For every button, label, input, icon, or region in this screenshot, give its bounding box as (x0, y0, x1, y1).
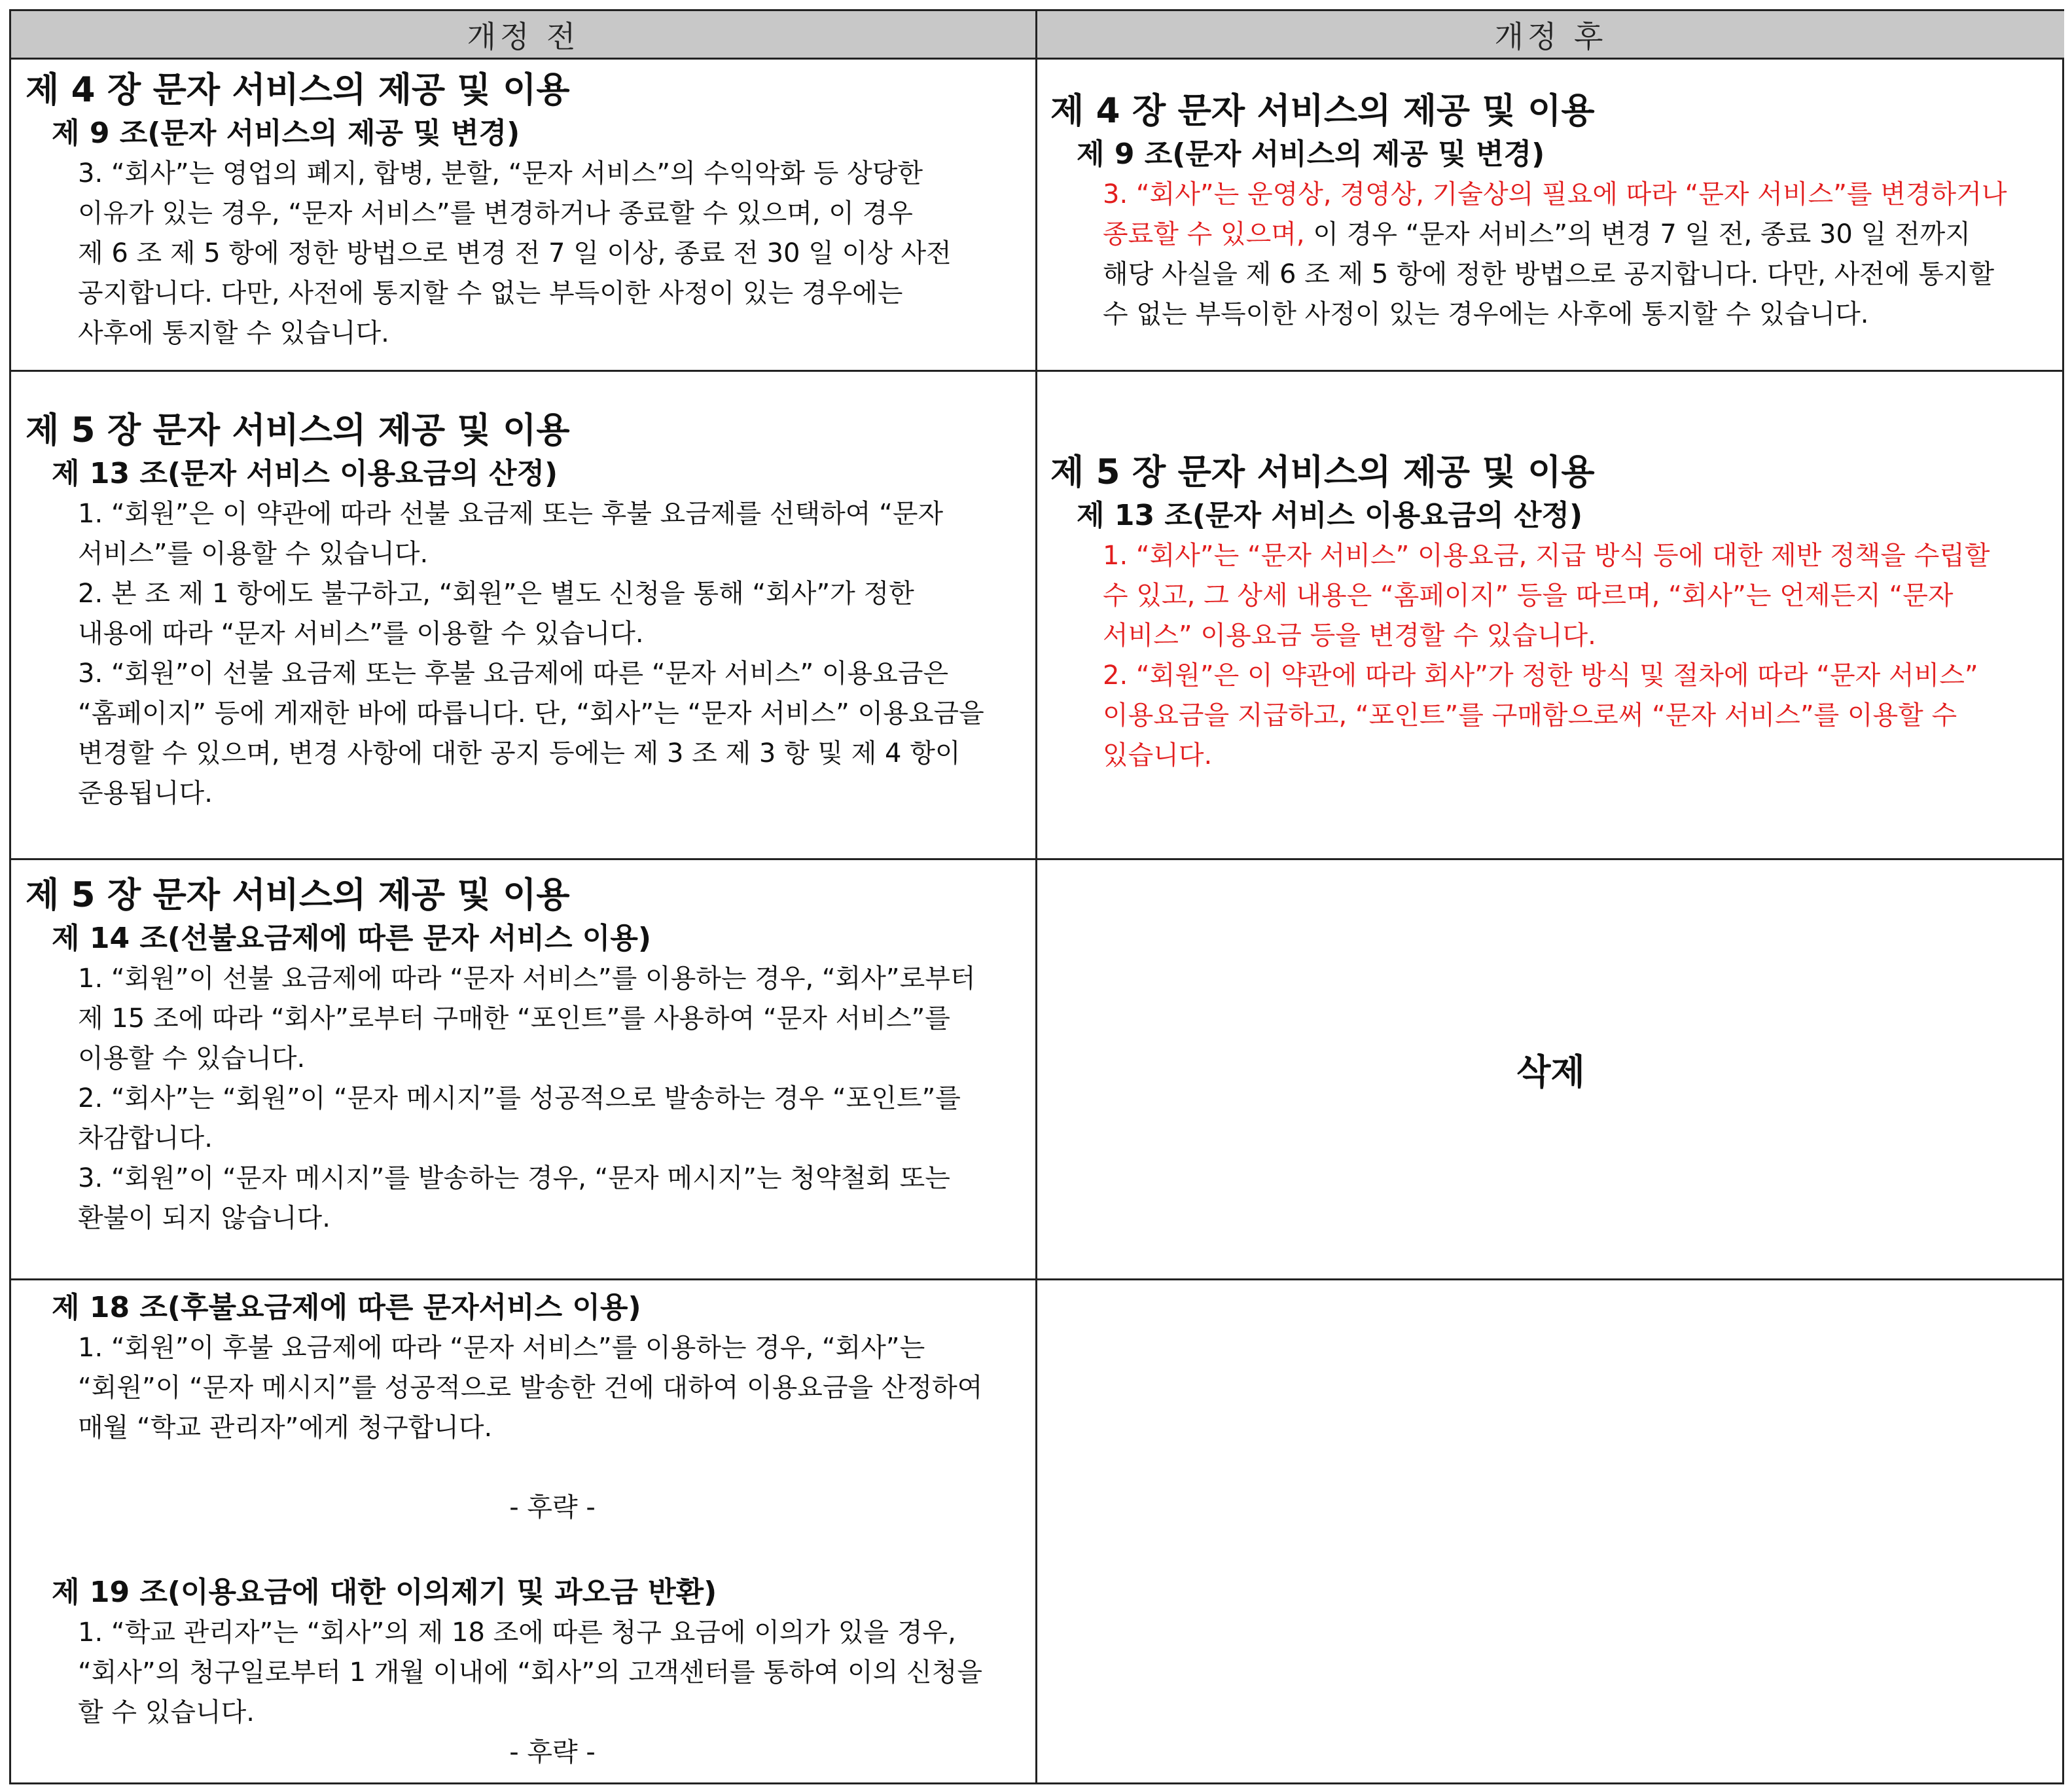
chapter-title: 제 5 장 문자 서비스의 제공 및 이용 (26, 410, 570, 450)
header-before: 개정 전 (11, 11, 1035, 60)
text-line: “회원”이 “문자 메시지”를 성공적으로 발송한 건에 대하여 이용요금을 산정하여 (78, 1373, 983, 1403)
paragraph (26, 959, 1027, 1238)
text: 이 경우 “문자 서비스”의 변경 7 일 전, 종료 30 일 전까지 (1304, 219, 1971, 249)
article-title: 제 9 조(문자 서비스의 제공 및 변경) (1077, 137, 1545, 171)
chapter-title: 제 4 장 문자 서비스의 제공 및 이용 (26, 70, 570, 110)
row2-before-cell (26, 408, 1027, 814)
row3-before-cell (26, 873, 1027, 1238)
text-line: 수 없는 부득이한 사정이 있는 경우에는 사후에 통지할 수 있습니다. (1103, 299, 1869, 329)
paragraph (26, 154, 1027, 353)
text-line: 매월 “학교 관리자”에게 청구합니다. (78, 1413, 493, 1443)
omission-note: - 후략 - (509, 1737, 596, 1767)
text-line: 3. “회원”이 선불 요금제 또는 후불 요금제에 따른 “문자 서비스” 이용요금은 (78, 659, 949, 689)
text-line: 서비스”를 이용할 수 있습니다. (78, 539, 429, 569)
row1-after-cell (1050, 88, 2058, 334)
revised-text-line: 1. “회사”는 “문자 서비스” 이용요금, 지급 방식 등에 대한 제반 정책을 수립할 (1103, 541, 1990, 571)
text-line: 환불이 되지 않습니다. (78, 1203, 330, 1233)
article-title: 제 9 조(문자 서비스의 제공 및 변경) (52, 117, 520, 150)
chapter-title: 제 5 장 문자 서비스의 제공 및 이용 (1050, 452, 1595, 492)
row-divider (11, 370, 2062, 372)
article-title: 제 13 조(문자 서비스 이용요금의 산정) (52, 457, 558, 490)
revised-paragraph (1050, 536, 2058, 776)
article-title: 제 13 조(문자 서비스 이용요금의 산정) (1077, 499, 1583, 532)
paragraph (26, 494, 1027, 814)
text-line: 3. “회사”는 영업의 폐지, 합병, 분할, “문자 서비스”의 수익악화 등 상당한 (78, 158, 923, 189)
omission-note: - 후략 - (509, 1492, 596, 1523)
text-line: 1. “학교 관리자”는 “회사”의 제 18 조에 따른 청구 요금에 이의가 있을 경우, (78, 1617, 956, 1648)
revised-text-line: 있습니다. (1103, 740, 1213, 770)
row1-before-cell (26, 67, 1027, 353)
revision-comparison-table (9, 9, 2064, 1784)
text-line: 내용에 따라 “문자 서비스”를 이용할 수 있습니다. (78, 619, 644, 649)
text-line: 준용됩니다. (78, 778, 213, 808)
text-line: 1. “회원”이 선불 요금제에 따라 “문자 서비스”를 이용하는 경우, “회사”로부터 (78, 964, 976, 994)
chapter-title: 제 4 장 문자 서비스의 제공 및 이용 (1050, 91, 1595, 131)
revised-text: 종료할 수 있으며, (1103, 219, 1305, 249)
text-line: 할 수 있습니다. (78, 1697, 255, 1727)
revised-text-line: 2. “회원”은 이 약관에 따라 회사”가 정한 방식 및 절차에 따라 “문자 서비스” (1103, 660, 1978, 691)
text-line: “회사”의 청구일로부터 1 개월 이내에 “회사”의 고객센터를 통하여 이의 신청을 (78, 1657, 982, 1688)
paragraph (26, 1613, 1027, 1733)
text-line: 제 6 조 제 5 항에 정한 방법으로 변경 전 7 일 이상, 종료 전 30 일 이상 사전 (78, 238, 952, 268)
chapter-title: 제 5 장 문자 서비스의 제공 및 이용 (26, 875, 570, 915)
text-line: 1. “회원”은 이 약관에 따라 선불 요금제 또는 후불 요금제를 선택하여 “문자 (78, 499, 944, 529)
deleted-label: 삭제 (1516, 1051, 1585, 1093)
row2-after-cell (1050, 450, 2058, 776)
text-line: 공지합니다. 다만, 사전에 통지할 수 없는 부득이한 사정이 있는 경우에는 (78, 278, 903, 308)
row4-before-cell (26, 1288, 1027, 1773)
revised-text-line: 3. “회사”는 운영상, 경영상, 기술상의 필요에 따라 “문자 서비스”를 변경하거나 (1103, 179, 2007, 209)
article-title: 제 14 조(선불요금제에 따른 문자 서비스 이용) (52, 922, 651, 955)
text-line: 2. 본 조 제 1 항에도 불구하고, “회원”은 별도 신청을 통해 “회사”가 정한 (78, 579, 914, 609)
paragraph (26, 1328, 1027, 1448)
text-line (1103, 215, 2058, 255)
article-title: 제 19 조(이용요금에 대한 이의제기 및 과오금 반환) (52, 1576, 717, 1609)
text-line: 1. “회원”이 후불 요금제에 따라 “문자 서비스”를 이용하는 경우, “회사”는 (78, 1333, 925, 1363)
text-line: 2. “회사”는 “회원”이 “문자 메시지”를 성공적으로 발송하는 경우 “포인트”를 (78, 1083, 961, 1113)
text-line: 해당 사실을 제 6 조 제 5 항에 정한 방법으로 공지합니다. 다만, 사전에 통지할 (1103, 259, 1995, 289)
row3-after-cell (1037, 860, 2064, 1278)
text-line: 이유가 있는 경우, “문자 서비스”를 변경하거나 종료할 수 있으며, 이 경우 (78, 198, 913, 228)
text-line: 차감합니다. (78, 1123, 213, 1153)
paragraph (1050, 175, 2058, 334)
text-line: 변경할 수 있으며, 변경 사항에 대한 공지 등에는 제 3 조 제 3 항 및 제 4 항이 (78, 738, 961, 768)
header-after: 개정 후 (1037, 11, 2064, 60)
row-divider (11, 1278, 2062, 1280)
text-line: 사후에 통지할 수 있습니다. (78, 318, 389, 348)
revised-text-line: 이용요금을 지급하고, “포인트”를 구매함으로써 “문자 서비스”를 이용할 수 (1103, 700, 1957, 731)
text-line: 이용할 수 있습니다. (78, 1043, 306, 1074)
article-title: 제 18 조(후불요금제에 따른 문자서비스 이용) (52, 1291, 641, 1324)
revised-text-line: 수 있고, 그 상세 내용은 “홈페이지” 등을 따르며, “회사”는 언제든지 “문자 (1103, 581, 1954, 611)
text-line: “홈페이지” 등에 게재한 바에 따릅니다. 단, “회사”는 “문자 서비스” 이용요금을 (78, 698, 984, 729)
text-line: 제 15 조에 따라 “회사”로부터 구매한 “포인트”를 사용하여 “문자 서비스”를 (78, 1003, 950, 1034)
revised-text-line: 서비스” 이용요금 등을 변경할 수 있습니다. (1103, 621, 1596, 651)
text-line: 3. “회원”이 “문자 메시지”를 발송하는 경우, “문자 메시지”는 청약철회 또는 (78, 1163, 950, 1193)
